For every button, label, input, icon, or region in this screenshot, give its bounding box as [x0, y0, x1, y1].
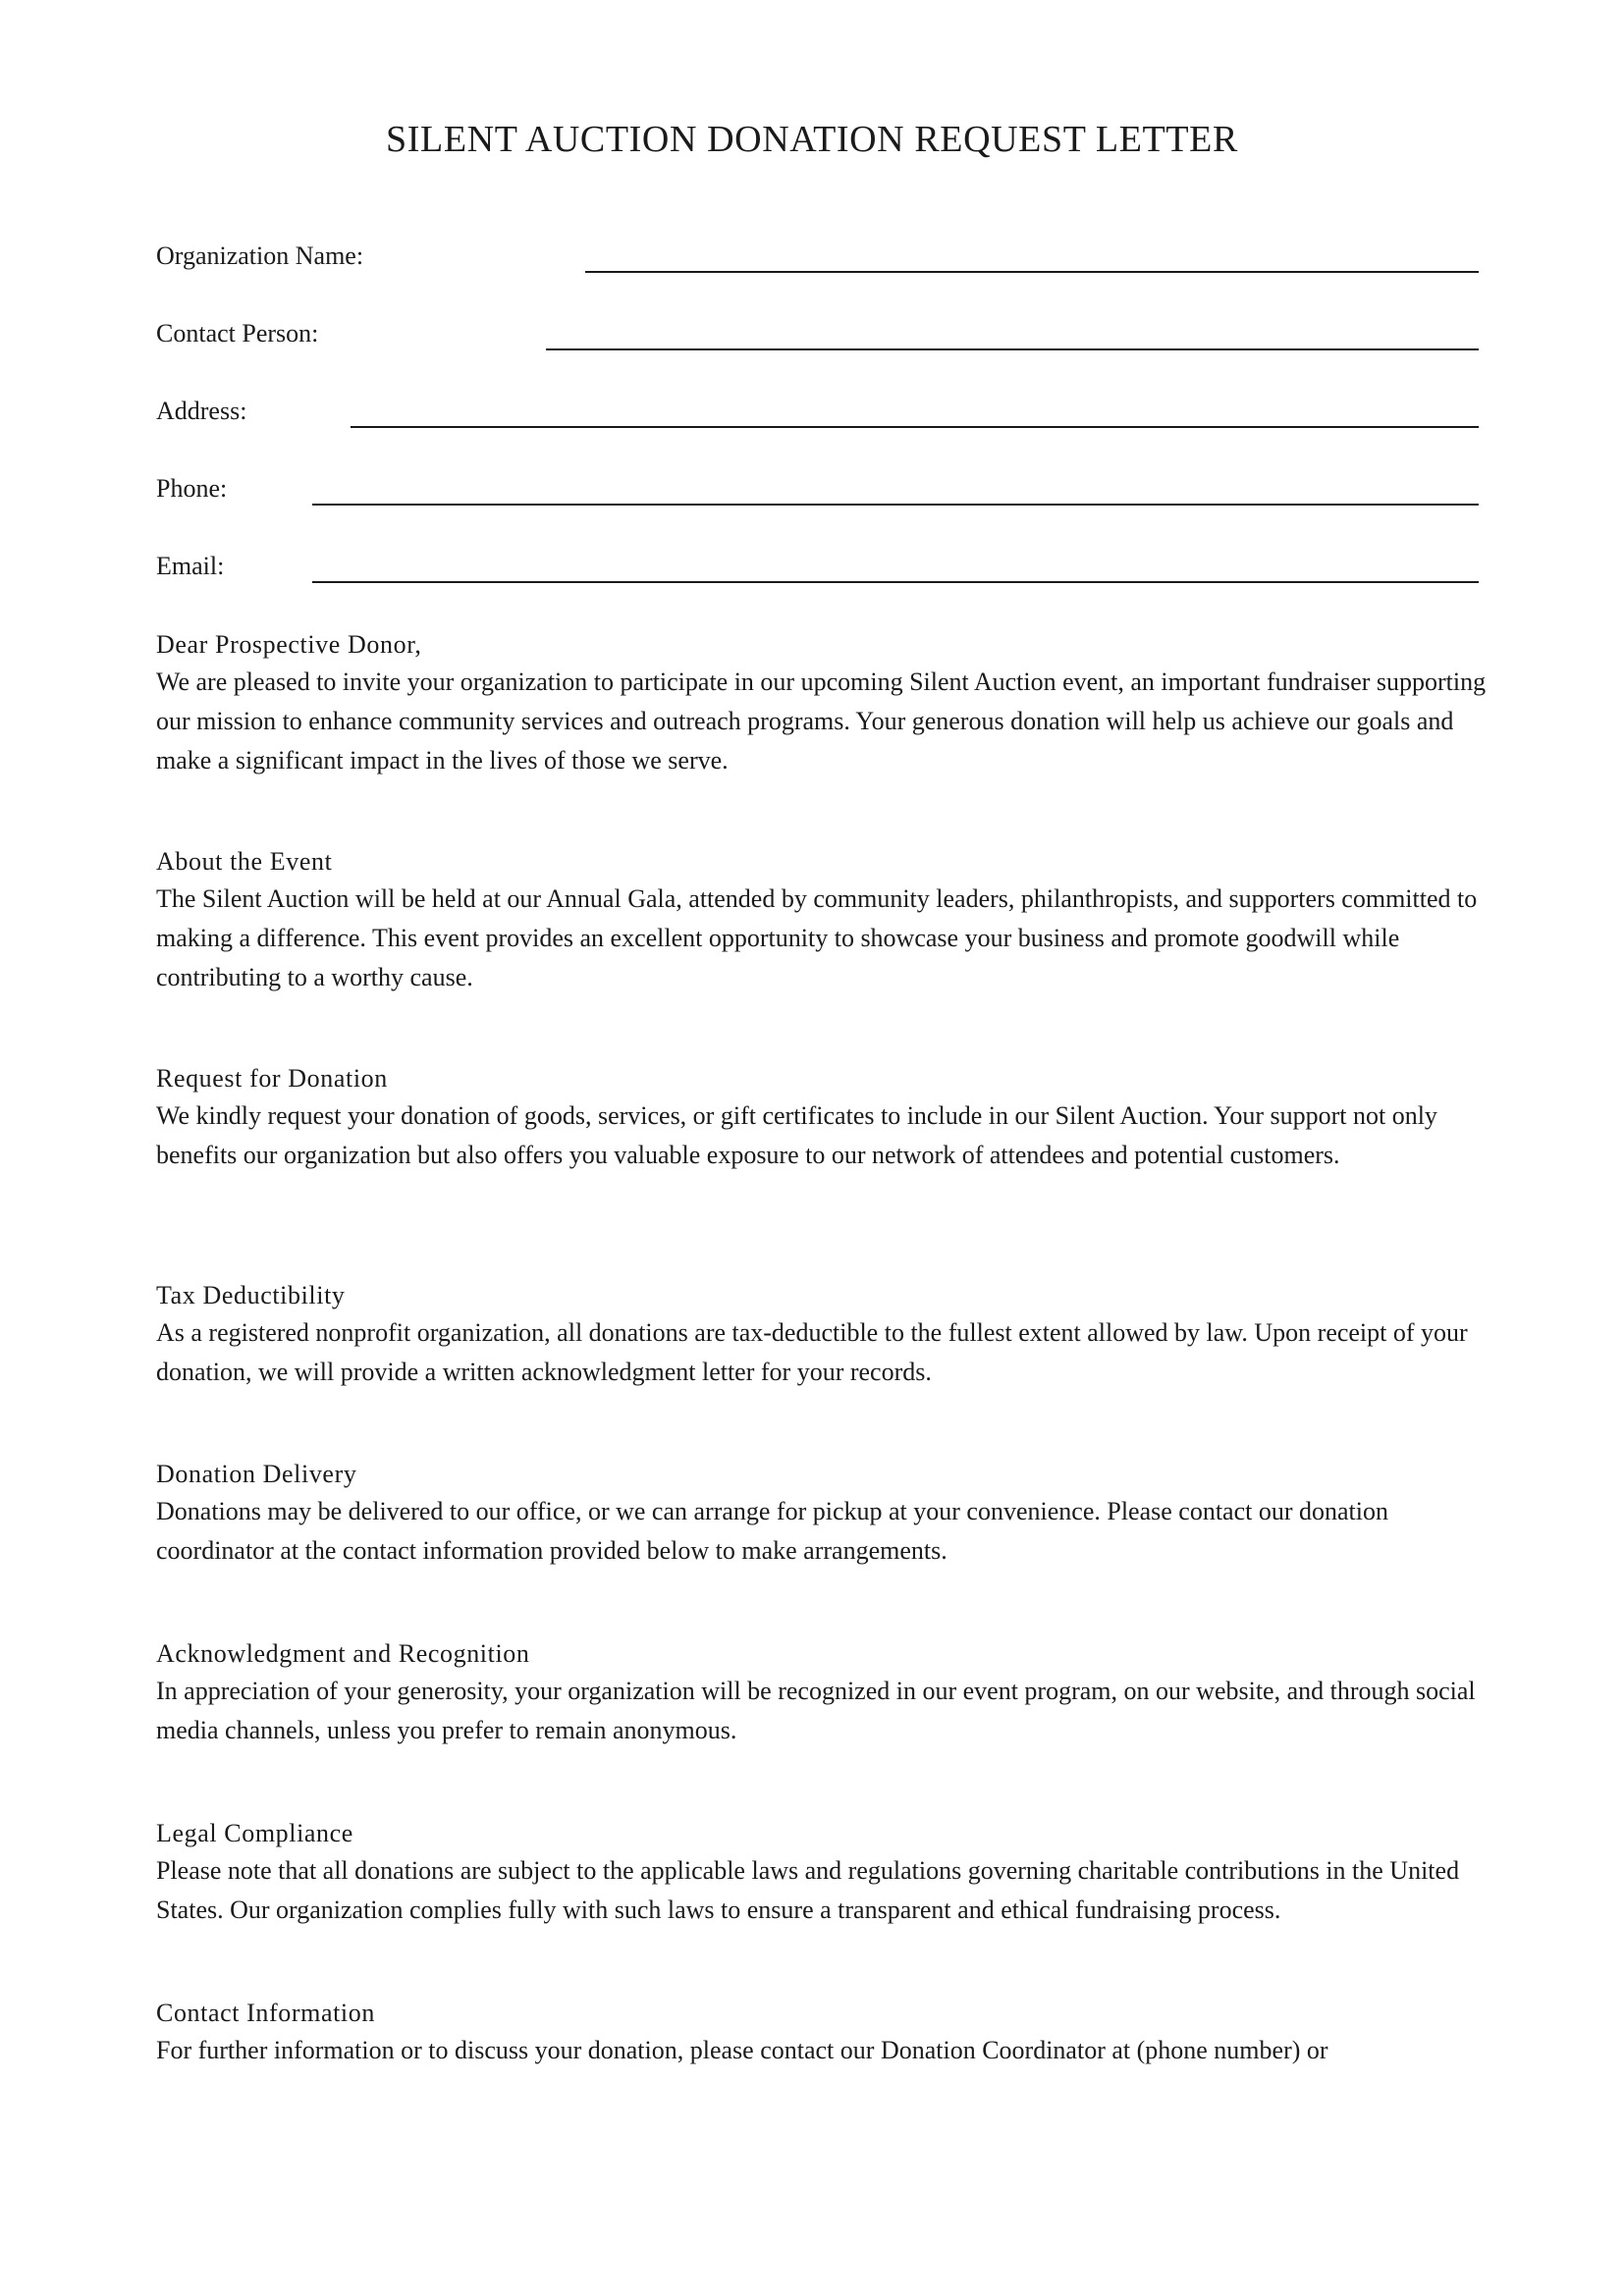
section-body-request-donation: We kindly request your donation of goods, services, or gift certificates to include in our Silent Auction. Your support not only benefits our organization but also offers you valuable exposure to our network of attendees and potential customers. — [156, 1101, 1437, 1169]
section-body-about-event: The Silent Auction will be held at our Annual Gala, attended by community leaders, philanthropists, and supporters committed to making a difference. This event provides an excellent opportunity to showcase your business and promote goodwill while contributing to a worthy cause. — [156, 884, 1478, 991]
address-label: Address: — [156, 397, 247, 425]
contact-person-label: Contact Person: — [156, 319, 319, 347]
section-heading-acknowledgment: Acknowledgment and Recognition — [156, 1639, 530, 1668]
organization-name-line[interactable] — [585, 271, 1479, 273]
organization-name-label: Organization Name: — [156, 241, 364, 270]
address-line[interactable] — [351, 426, 1479, 428]
section-body-acknowledgment: In appreciation of your generosity, your organization will be recognized in our event program, on our website, and through social media channels, unless you prefer to remain anonymous. — [156, 1677, 1476, 1744]
greeting: Dear Prospective Donor, — [156, 630, 422, 659]
section-heading-contact-information: Contact Information — [156, 1999, 375, 2027]
section-heading-tax-deductibility: Tax Deductibility — [156, 1281, 346, 1309]
section-body-contact-information: For further information or to discuss your donation, please contact our Donation Coordinator at (phone number) or — [156, 2036, 1328, 2064]
section-body-donation-delivery: Donations may be delivered to our office, or we can arrange for pickup at your convenience. Please contact our donation coordinator at the contact information provided below to make arrangements. — [156, 1497, 1388, 1565]
section-body-tax-deductibility: As a registered nonprofit organization, all donations are tax-deductible to the fullest extent allowed by law. Upon receipt of your donation, we will provide a written acknowledgment letter for your records. — [156, 1318, 1468, 1386]
email-line[interactable] — [312, 581, 1479, 583]
contact-person-line[interactable] — [546, 348, 1479, 350]
phone-line[interactable] — [312, 504, 1479, 506]
phone-label: Phone: — [156, 474, 228, 503]
intro-paragraph: We are pleased to invite your organization to participate in our upcoming Silent Auction event, an important fundraiser supporting our mission to enhance community services and outreach programs. Your generous donation will help us achieve our goals and make a significant impact in the lives of those we serve. — [156, 667, 1487, 774]
section-heading-about-event: About the Event — [156, 847, 333, 876]
email-label: Email: — [156, 552, 225, 580]
section-heading-request-donation: Request for Donation — [156, 1064, 388, 1093]
document-title: SILENT AUCTION DONATION REQUEST LETTER — [386, 119, 1238, 160]
section-heading-donation-delivery: Donation Delivery — [156, 1460, 357, 1488]
section-heading-legal-compliance: Legal Compliance — [156, 1819, 353, 1847]
section-body-legal-compliance: Please note that all donations are subject to the applicable laws and regulations governing charitable contributions in the United States. Our organization complies fully with such laws to ensure a transparent and ethical fundraising process. — [156, 1856, 1460, 1924]
